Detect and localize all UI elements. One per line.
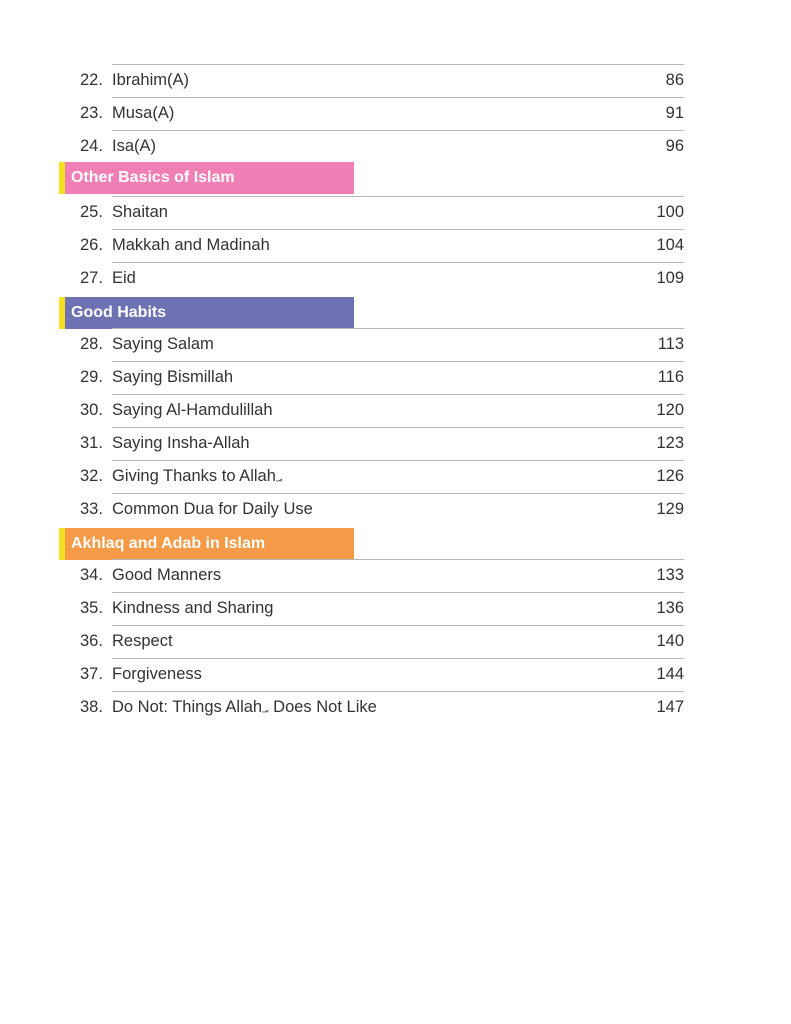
entry-title-text-after: Does Not Like xyxy=(268,698,377,716)
entry-number: 26. xyxy=(80,236,103,254)
toc-entry[interactable] xyxy=(80,64,684,97)
entry-number: 24. xyxy=(80,137,103,155)
entry-title: Kindness and Sharing xyxy=(112,599,274,617)
divider xyxy=(112,130,684,131)
entry-title: Isa(A) xyxy=(112,137,157,155)
toc-entry[interactable] xyxy=(80,361,684,394)
entry-page: 96 xyxy=(665,137,684,155)
entry-page: 123 xyxy=(656,434,684,452)
entry-number: 31. xyxy=(80,434,103,452)
section-stripe xyxy=(59,528,65,560)
section-header-other-basics xyxy=(59,162,354,194)
entry-number: 28. xyxy=(80,335,103,353)
entry-title-text: Do Not: Things Allah xyxy=(112,698,263,716)
honorific-glyph-icon: ؃ xyxy=(275,471,283,483)
entry-number: 36. xyxy=(80,632,103,650)
honorific-glyph-icon: ؃ xyxy=(262,702,269,714)
entry-page: 113 xyxy=(657,335,684,353)
entry-number: 22. xyxy=(80,71,103,89)
entry-page: 144 xyxy=(656,665,684,683)
section-stripe xyxy=(59,162,65,194)
toc-entry[interactable] xyxy=(80,97,684,130)
entry-title: Makkah and Madinah xyxy=(112,236,270,254)
entry-number: 23. xyxy=(80,104,103,122)
entry-title-text: Giving Thanks to Allah xyxy=(112,467,276,485)
divider xyxy=(112,625,684,626)
section-stripe xyxy=(59,297,65,329)
toc-entry[interactable] xyxy=(80,328,684,361)
entry-page: 129 xyxy=(656,500,684,518)
entry-title: Respect xyxy=(112,632,173,650)
entry-title xyxy=(112,691,377,725)
section-header-good-habits xyxy=(59,297,354,329)
section-header-akhlaq-adab xyxy=(59,528,354,560)
divider xyxy=(112,97,684,98)
section-title: Akhlaq and Adab in Islam xyxy=(71,535,266,552)
entry-title: Musa(A) xyxy=(112,104,175,122)
toc-entry[interactable] xyxy=(80,691,684,724)
entry-number: 25. xyxy=(80,203,103,221)
entry-number: 32. xyxy=(80,467,103,485)
toc-entry[interactable] xyxy=(80,559,684,592)
entry-title: Saying Insha-Allah xyxy=(112,434,250,452)
toc-entry[interactable] xyxy=(80,427,684,460)
entry-title: Common Dua for Daily Use xyxy=(112,500,313,518)
entry-page: 133 xyxy=(656,566,684,584)
entry-page: 86 xyxy=(665,71,684,89)
entry-number: 29. xyxy=(80,368,103,386)
entry-number: 33. xyxy=(80,500,103,518)
toc-entry[interactable] xyxy=(80,196,684,229)
entry-title: Forgiveness xyxy=(112,665,202,683)
entry-number: 30. xyxy=(80,401,103,419)
entry-page: 91 xyxy=(665,104,684,122)
entry-page: 147 xyxy=(656,698,684,716)
section-title: Good Habits xyxy=(71,304,167,321)
entry-title: Eid xyxy=(112,269,136,287)
section-title: Other Basics of Islam xyxy=(71,169,235,186)
entry-title: Shaitan xyxy=(112,203,168,221)
entry-page: 116 xyxy=(657,368,684,386)
entry-page: 136 xyxy=(656,599,684,617)
entry-title: Saying Salam xyxy=(112,335,214,353)
toc-entry[interactable] xyxy=(80,592,684,625)
entry-number: 38. xyxy=(80,698,103,716)
entry-number: 27. xyxy=(80,269,103,287)
entry-title: Good Manners xyxy=(112,566,222,584)
entry-number: 35. xyxy=(80,599,103,617)
entry-title xyxy=(112,460,282,494)
entry-title: Saying Bismillah xyxy=(112,368,234,386)
entry-page: 126 xyxy=(656,467,684,485)
divider xyxy=(112,64,684,65)
entry-number: 37. xyxy=(80,665,103,683)
toc-entry[interactable] xyxy=(80,493,684,526)
toc-entry[interactable] xyxy=(80,625,684,658)
entry-page: 104 xyxy=(656,236,684,254)
toc-entry[interactable] xyxy=(80,658,684,691)
toc-entry[interactable] xyxy=(80,262,684,295)
entry-page: 100 xyxy=(656,203,684,221)
toc-entry[interactable] xyxy=(80,229,684,262)
toc-entry[interactable] xyxy=(80,394,684,427)
entry-title: Saying Al-Hamdulillah xyxy=(112,401,273,419)
entry-page: 120 xyxy=(656,401,684,419)
toc-entry[interactable] xyxy=(80,130,684,163)
divider xyxy=(112,262,684,263)
entry-page: 109 xyxy=(656,269,684,287)
toc-entry[interactable] xyxy=(80,460,684,493)
entry-page: 140 xyxy=(656,632,684,650)
divider xyxy=(112,196,684,197)
entry-number: 34. xyxy=(80,566,103,584)
entry-title: Ibrahim(A) xyxy=(112,71,190,89)
